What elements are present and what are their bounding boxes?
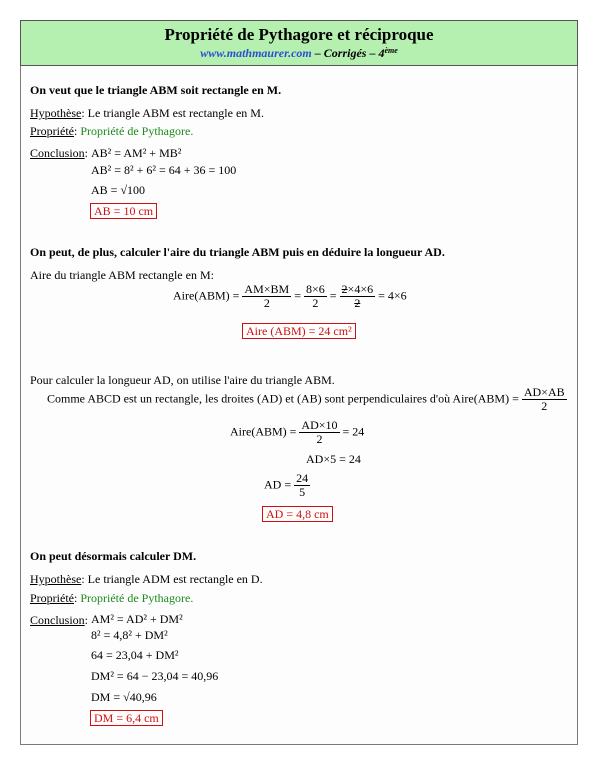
s2-result-box: Aire (ABM) = 24 cm² (242, 323, 356, 339)
s3-eq1-num: AD×10 (301, 418, 338, 432)
s3-eq3-frac (294, 472, 310, 499)
s3-result-box: AD = 4,8 cm (262, 506, 333, 522)
s1-hyp-label: Hypothèse (30, 106, 82, 120)
s1-prop-colon: : (74, 124, 81, 138)
page-header (20, 20, 578, 66)
s2-frac-3-num (340, 283, 376, 297)
s4-prop-label: Propriété (30, 591, 74, 605)
s1-hyp-text: : Le triangle ABM est rectangle en M. (81, 106, 264, 120)
s1-line-1: AB² = AM² + MB² (91, 146, 182, 160)
s4-result-box: DM = 6,4 cm (90, 710, 163, 726)
s3-line-text: Comme ABCD est un rectangle, les droites (AD) et (AB) sont perpendiculaires d'où Aire(ABM) = (47, 391, 519, 406)
s2-frac-1-num: AM×BM (244, 282, 290, 296)
s1-conclusion-label (30, 146, 88, 160)
subtitle-text: – Corrigés – 4 (314, 46, 385, 60)
s2-heading: On peut, de plus, calculer l'aire du triangle ABM puis en déduire la longueur AD. (30, 245, 445, 259)
s1-property (30, 124, 193, 138)
s2-equation: Aire(ABM) = $\frac{AM\times BM}{2}$ = $\frac{8\times 6}{2}$ = $\frac{2\times 4\times 6}{2}$ = 4×6 (173, 282, 407, 310)
s2-frac-2 (304, 283, 327, 310)
s4-concl-label: Conclusion (30, 613, 85, 627)
s4-hypothesis (30, 572, 263, 586)
s4-result (90, 711, 163, 725)
s1-line-3: AB = √100 (91, 183, 146, 197)
s3-intro: Pour calculer la longueur AD, on utilise l'aire du triangle ABM. (30, 373, 335, 387)
s2-frac-1 (242, 283, 291, 310)
s1-prop-label: Propriété (30, 124, 74, 138)
s2-frac-3-den: 2 (354, 296, 361, 310)
s2-frac-2-den: 2 (312, 296, 319, 310)
s3-result (262, 507, 333, 521)
s1-concl-colon: : (84, 146, 89, 160)
s4-hyp-label: Hypothèse (30, 572, 82, 586)
s2-result (242, 324, 356, 338)
s3-eq1-den: 2 (316, 432, 323, 446)
s2-eq-tail: = 4×6 (378, 288, 407, 303)
s2-frac-2-num: 8×6 (305, 282, 325, 296)
s1-result (90, 204, 157, 218)
site-link[interactable]: www.mathmaurer.com (200, 46, 312, 60)
s4-line-5: DM = √40,96 (91, 690, 157, 704)
s4-line-4: DM² = 64 − 23,04 = 40,96 (91, 669, 219, 683)
s4-prop-colon: : (74, 591, 81, 605)
s4-property (30, 591, 193, 605)
s1-concl-label: Conclusion (30, 146, 85, 160)
s1-result-box: AB = 10 cm (90, 203, 157, 219)
s4-heading: On peut désormais calculer DM. (30, 549, 197, 563)
page-title: Propriété de Pythagore et réciproque (164, 25, 434, 44)
s4-line-1: AM² = AD² + DM² (91, 612, 183, 626)
s3-eq1-frac (299, 419, 339, 446)
s3-eq-3 (264, 472, 310, 499)
s4-prop-text: Propriété de Pythagore. (80, 591, 194, 605)
s3-eq3-den: 5 (299, 485, 306, 499)
s4-concl-colon: : (84, 613, 89, 627)
s3-line-frac-num: AD×AB (523, 385, 565, 399)
s4-conclusion-label (30, 613, 88, 627)
s1-line-2: AB² = 8² + 6² = 64 + 36 = 100 (91, 163, 237, 177)
s2-eq-lhs: Aire(ABM) = (173, 288, 240, 303)
s4-line-3: 64 = 23,04 + DM² (91, 648, 179, 662)
s3-line (47, 386, 567, 413)
s2-frac-3 (340, 283, 376, 310)
s3-eq-1 (230, 419, 364, 446)
s3-eq1-lhs: Aire(ABM) = (230, 424, 297, 439)
s3-eq1-rhs: = 24 (342, 424, 365, 439)
page-subtitle (21, 46, 577, 61)
s4-hyp-text: : Le triangle ADM est rectangle en D. (81, 572, 263, 586)
s2-frac-3-num-rest: ×4×6 (347, 282, 374, 296)
s2-frac-3-cancel: 2 (341, 282, 348, 296)
subtitle-sup: ème (384, 46, 398, 55)
s2-intro: Aire du triangle ABM rectangle en M: (30, 268, 214, 282)
s1-hypothesis (30, 106, 264, 120)
s4-line-2: 8² = 4,8² + DM² (91, 628, 168, 642)
s1-prop-text: Propriété de Pythagore. (80, 124, 194, 138)
s3-eq3-lhs: AD = (264, 477, 292, 492)
s3-eq-2: AD×5 = 24 (306, 452, 361, 466)
s1-heading: On veut que le triangle ABM soit rectangle en M. (30, 83, 282, 97)
s3-eq3-num: 24 (296, 471, 309, 485)
s2-frac-1-den: 2 (263, 296, 270, 310)
s3-line-frac-den: 2 (541, 399, 548, 413)
s3-line-frac (522, 386, 567, 413)
